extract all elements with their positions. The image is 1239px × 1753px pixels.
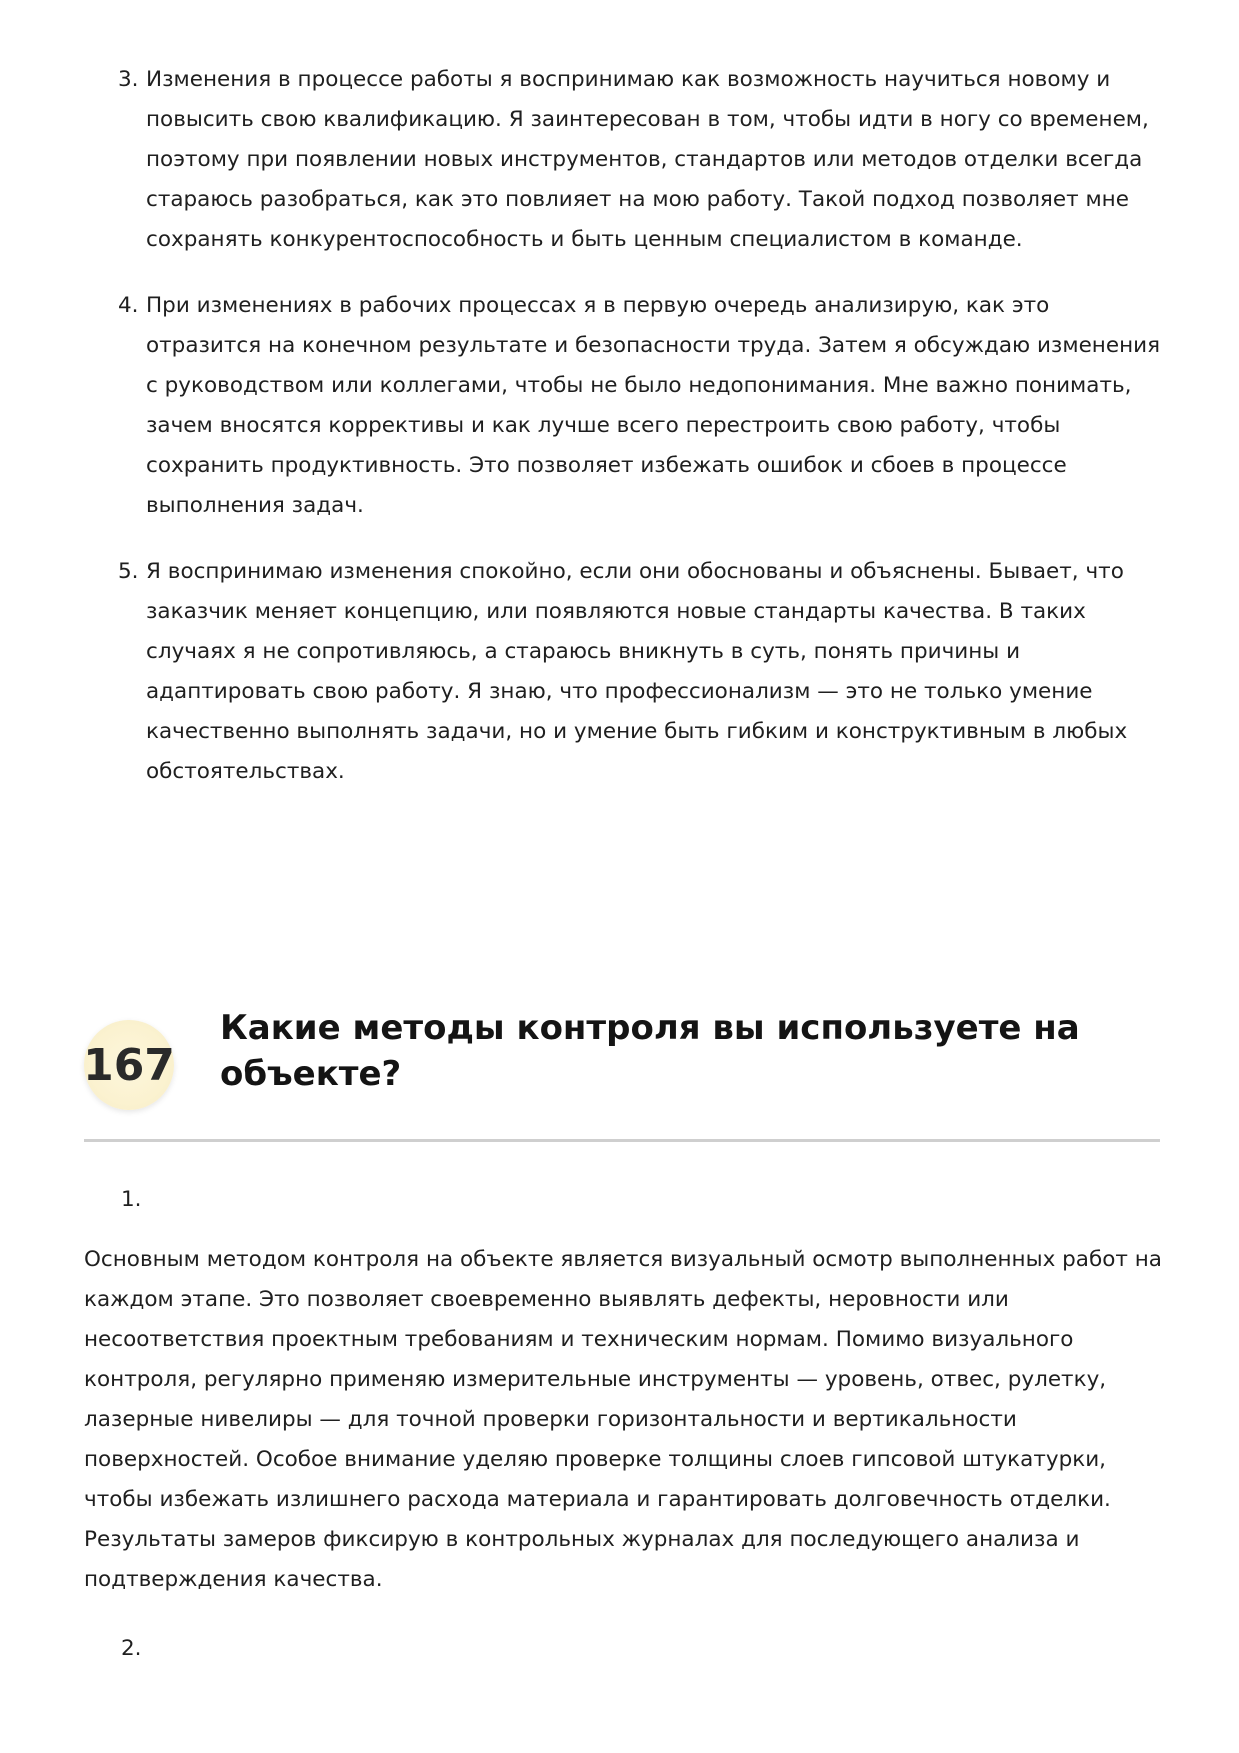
list-item [118,552,1170,792]
question-header [84,1005,1164,1135]
answer-text: При изменениях в рабочих процессах я в первую очередь анализирую, как это отразится на конечном результате и безопасности труда. Затем я обсуждаю изменения с руководством или коллегами, чтобы не было недопонимания. Мне важно понимать, зачем вносятся коррективы и как лучше всего перестроить свою работу, чтобы сохранить продуктивность. Это позволяет избежать ошибок и сбоев в процессе выполнения задач. [146,293,1161,518]
sub-answer-number-2: 2. [121,1636,142,1661]
answers-list [118,60,1170,818]
answer-text: Изменения в процессе работы я воспринимаю как возможность научиться новому и повысить свою квалификацию. Я заинтересован в том, чтобы идти в ногу со временем, поэтому при появлении новых инструментов, стандартов или методов отделки всегда стараюсь разобраться, как это повлияет на мою работу. Такой подход позволяет мне сохранять конкурентоспособность и быть ценным специалистом в команде. [146,67,1149,252]
answer-number: 4. [118,293,139,318]
sub-answer-number-1: 1. [121,1187,142,1212]
header-divider [84,1139,1160,1142]
list-item [118,286,1170,526]
answer-number: 5. [118,559,139,584]
question-title: Какие методы контроля вы используете на объекте? [220,1008,1080,1094]
answer-number: 3. [118,67,139,92]
answer-text: Я воспринимаю изменения спокойно, если они обоснованы и объяснены. Бывает, что заказчик меняет концепцию, или появляются новые стандарты качества. В таких случаях я не сопротивляюсь, а стараюсь вникнуть в суть, понять причины и адаптировать свою работу. Я знаю, что профессионализм — это не только умение качественно выполнять задачи, но и умение быть гибким и конструктивным в любых обстоятельствах. [146,559,1128,784]
list-item [118,60,1170,260]
question-number-badge: 167 [84,1020,174,1110]
sub-answer-text-1: Основным методом контроля на объекте является визуальный осмотр выполненных работ на каждом этапе. Это позволяет своевременно выявлять дефекты, неровности или несоответствия проектным требованиям и техническим нормам. Помимо визуального контроля, регулярно применяю измерительные инструменты — уровень, отвес, рулетку, лазерные нивелиры — для точной проверки горизонтальности и вертикальности поверхностей. Особое внимание уделяю проверке толщины слоев гипсовой штукатурки, чтобы избежать излишнего расхода материала и гарантировать долговечность отделки. Результаты замеров фиксирую в контрольных журналах для последующего анализа и подтверждения качества. [84,1247,1162,1592]
